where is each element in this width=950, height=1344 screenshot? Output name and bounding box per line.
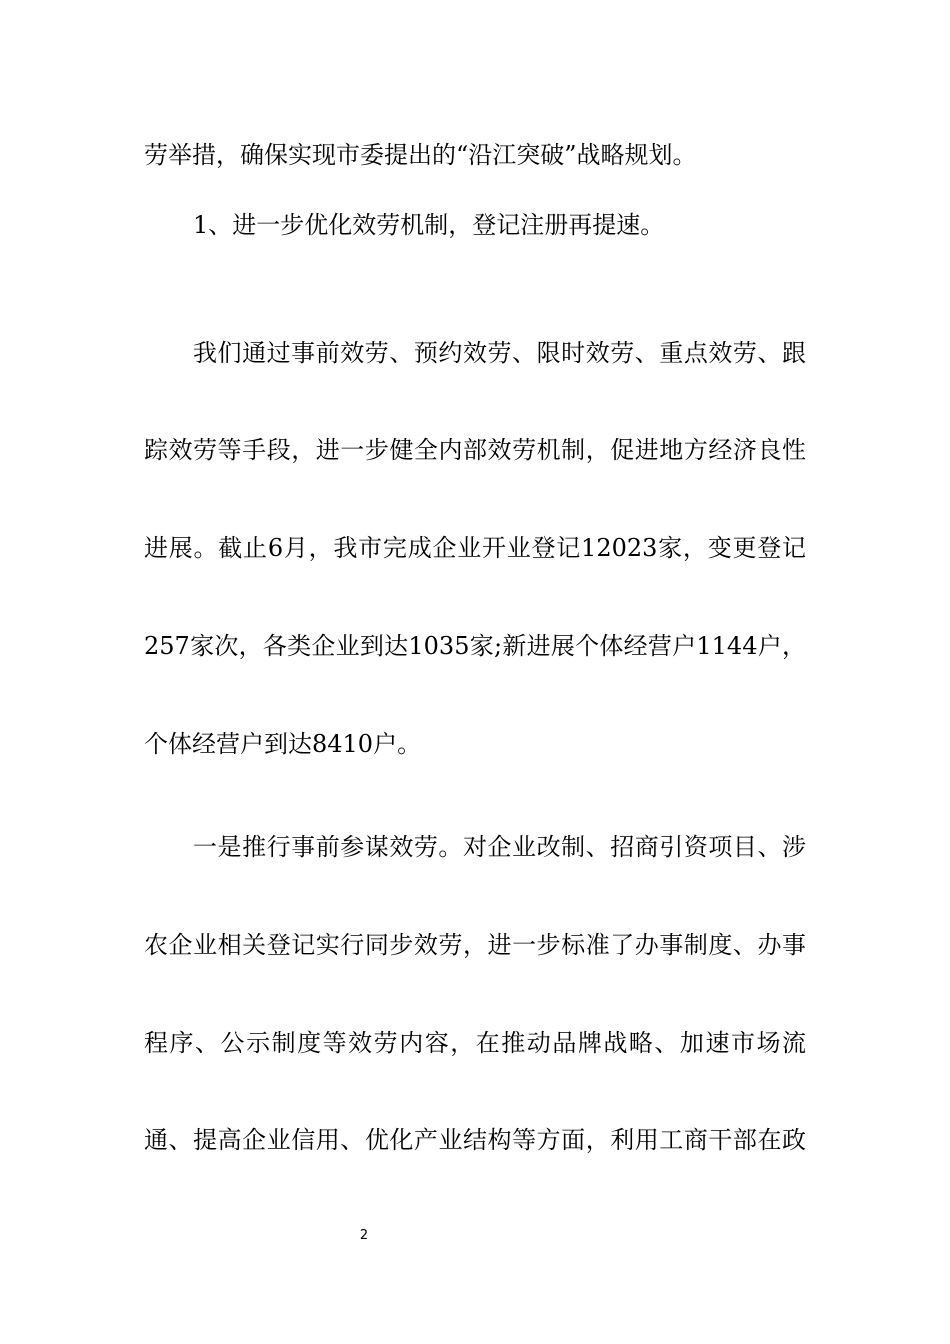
text-line-5: 进展。截止6月，我市完成企业开业登记12023家，变更登记 [144, 534, 806, 562]
text-line-8: 一是推行事前参谋效劳。对企业改制、招商引资项目、涉 [193, 833, 806, 861]
text-line-6: 257家次，各类企业到达1035家;新进展个体经营户1144户， [144, 632, 806, 660]
text-line-3: 我们通过事前效劳、预约效劳、限时效劳、重点效劳、跟 [193, 339, 806, 367]
section-heading: 1、进一步优化效劳机制，登记注册再提速。 [193, 211, 665, 239]
text-line-10: 程序、公示制度等效劳内容，在推动品牌战略、加速市场流 [144, 1029, 806, 1057]
text-line-1: 劳举措，确保实现市委提出的“沿江突破”战略规划。 [144, 141, 697, 169]
page-number: 2 [359, 1228, 369, 1243]
text-line-9: 农企业相关登记实行同步效劳，进一步标准了办事制度、办事 [144, 931, 806, 959]
text-line-7: 个体经营户到达8410户。 [144, 730, 422, 758]
text-line-11: 通、提高企业信用、优化产业结构等方面，利用工商干部在政 [144, 1126, 806, 1154]
text-line-4: 踪效劳等手段，进一步健全内部效劳机制，促进地方经济良性 [144, 436, 806, 464]
